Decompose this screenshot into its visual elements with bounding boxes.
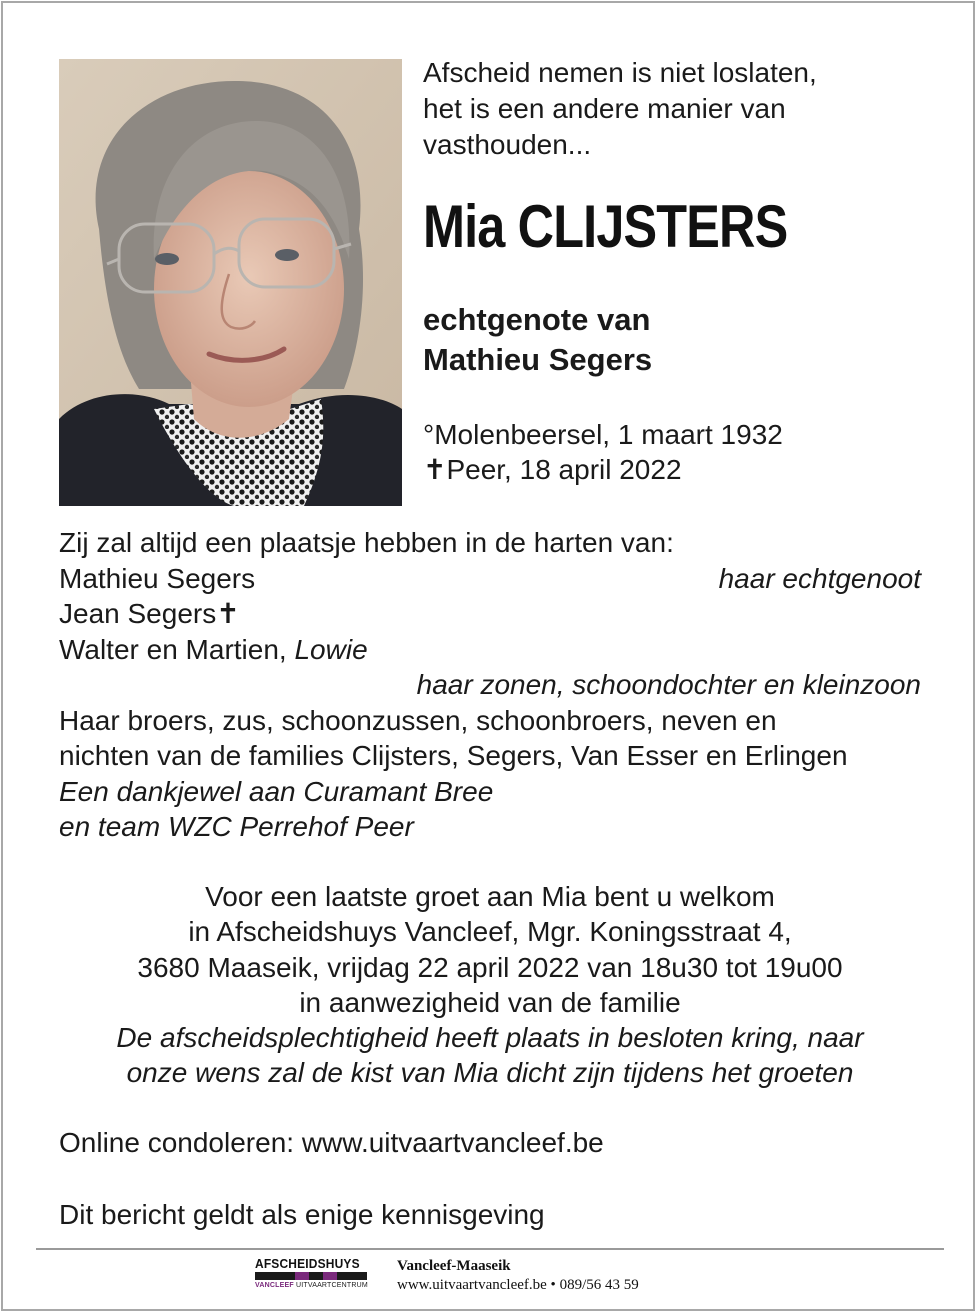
family-block: [59, 525, 921, 845]
logo-wordmark: AFSCHEIDSHUYS: [255, 1256, 360, 1271]
quote-line: het is een andere manier van: [423, 93, 786, 124]
quote-line: vasthouden...: [423, 129, 592, 160]
visitation-line: in Afscheidshuys Vancleef, Mgr. Koningsstraat 4,: [188, 916, 792, 948]
thanks-line: en team WZC Perrehof Peer: [59, 811, 414, 842]
family-intro: Zij zal altijd een plaatsje hebben in de harten van:: [59, 527, 674, 558]
logo-color-bars: [255, 1272, 381, 1280]
online-condolence: Online condoleren: www.uitvaartvancleef.be: [59, 1127, 604, 1158]
extended-family-line: nichten van de families Clijsters, Segers, Van Esser en Erlingen: [59, 740, 848, 771]
separator: •: [550, 1277, 556, 1293]
thanks-line: Een dankjewel aan Curamant Bree: [59, 775, 494, 807]
extended-family-line: Haar broers, zus, schoonzussen, schoonbroers, neven en: [59, 704, 777, 736]
logo-brand: VANCLEEF: [255, 1282, 294, 1289]
husband-role: haar echtgenoot: [718, 562, 921, 594]
spouse-block: [423, 300, 652, 380]
footer-contact: [397, 1257, 639, 1295]
visitation-block: [59, 879, 921, 1091]
footer-divider: [36, 1248, 944, 1250]
portrait-photo: [59, 59, 402, 506]
deceased-name: Mia CLIJSTERS: [423, 193, 788, 260]
visitation-line: in aanwezigheid van de familie: [299, 986, 681, 1018]
sons-role: haar zonen, schoondochter en kleinzoon: [416, 669, 921, 700]
spouse-name: Mathieu Segers: [423, 342, 653, 377]
grandchild-name: Lowie: [294, 633, 368, 665]
footer-phone: 089/56 43 59: [559, 1277, 639, 1293]
logo-sub: UITVAARTCENTRUM: [295, 1282, 368, 1289]
husband-name: Mathieu Segers: [59, 562, 256, 594]
portrait-illustration: [59, 59, 402, 506]
life-dates: [423, 417, 783, 487]
notice-text: Dit bericht geldt als enige kennisgeving: [59, 1199, 545, 1230]
family-row-son2: [59, 632, 921, 668]
death-date: ✝Peer, 18 april 2022: [423, 454, 682, 485]
opening-quote: [423, 55, 943, 163]
ceremony-note: De afscheidsplechtigheid heeft plaats in besloten kring, naar: [116, 1022, 864, 1054]
ceremony-note: onze wens zal de kist van Mia dicht zijn tijdens het groeten: [126, 1057, 854, 1089]
firm-name: Vancleef-Maaseik: [397, 1258, 511, 1274]
footer-website-link[interactable]: www.uitvaartvancleef.be: [397, 1277, 547, 1293]
visitation-line: 3680 Maaseik, vrijdag 22 april 2022 van 18u30 tot 19u00: [137, 951, 843, 983]
family-row-husband: [59, 561, 921, 597]
family-row-son1: Jean Segers✝: [59, 598, 240, 629]
logo-subtitle: [255, 1281, 381, 1290]
visitation-line: Voor een laatste groet aan Mia bent u welkom: [205, 881, 775, 912]
contact-line: [397, 1276, 639, 1295]
quote-line: Afscheid nemen is niet loslaten,: [423, 57, 817, 88]
son2-names: Walter en Martien,: [59, 633, 295, 665]
funeral-home-logo: [255, 1257, 381, 1293]
spouse-label: echtgenote van: [423, 302, 651, 337]
birth-date: °Molenbeersel, 1 maart 1932: [423, 419, 783, 450]
